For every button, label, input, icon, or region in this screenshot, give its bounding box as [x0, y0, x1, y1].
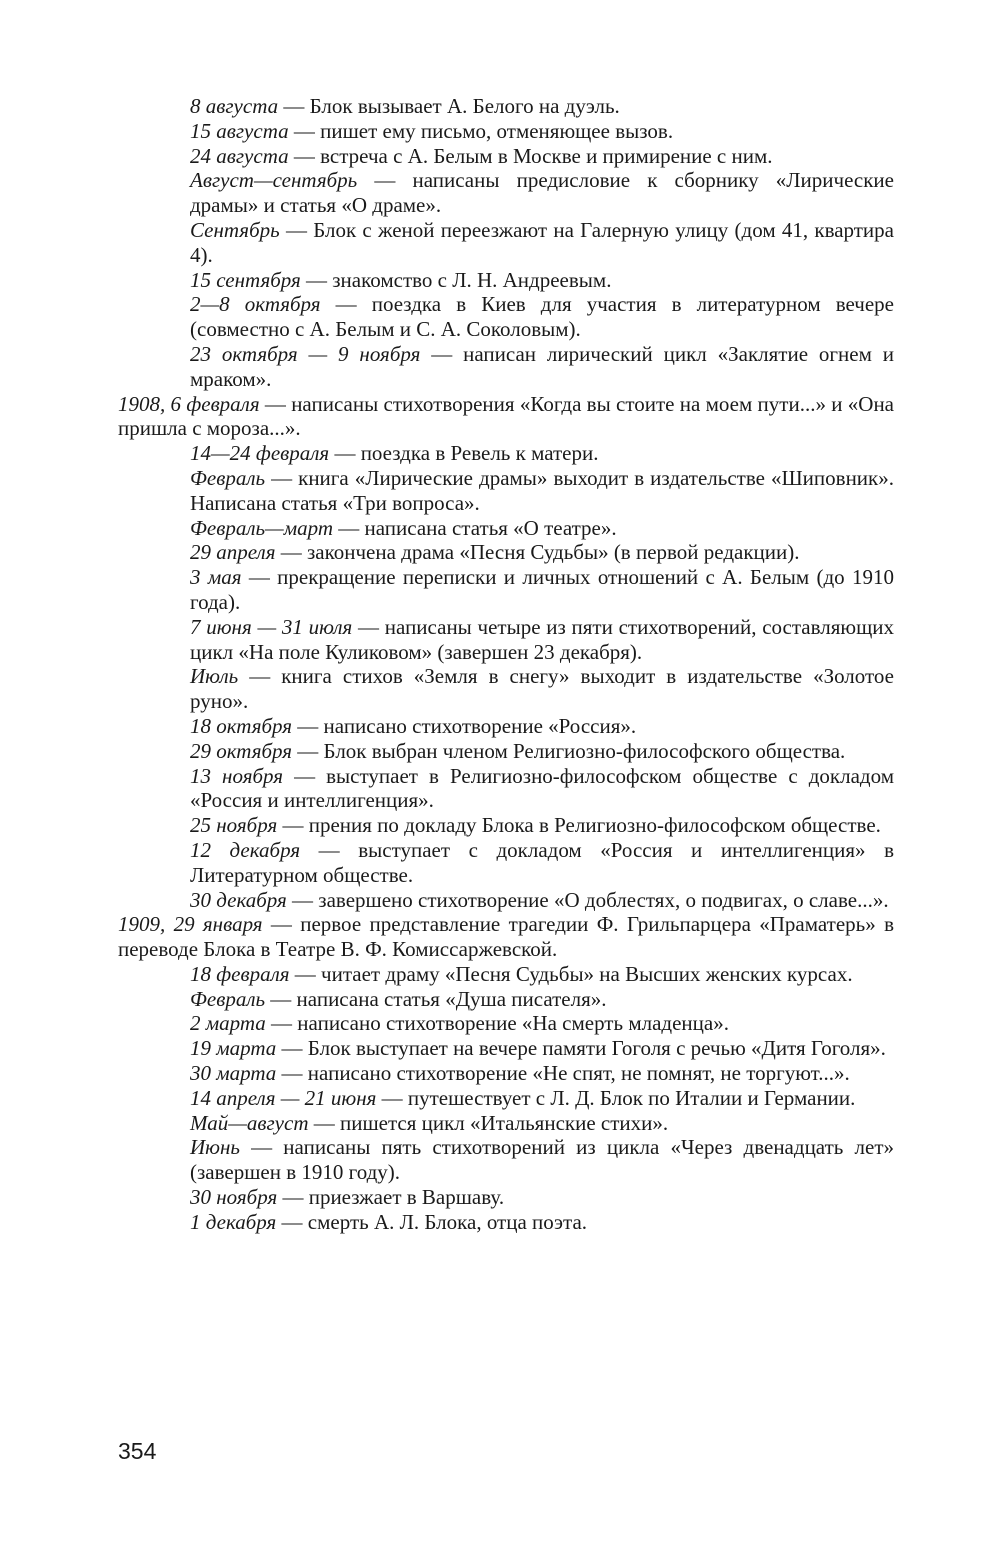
entry-date: 8 августа: [190, 94, 279, 118]
entry-text: — поездка в Киев для участия в литературном вечере (совместно с А. Белым и С. А. Соколовым).: [190, 292, 894, 342]
entry-text: — поездка в Ревель к матери.: [329, 441, 599, 466]
chronology-entry: [118, 516, 894, 541]
entry-text: — написаны четыре из пяти стихотворений, составляющих цикл «На поле Куликовом» (завершен 23 декабря).: [190, 614, 894, 664]
entry-text: — написана статья «О театре».: [333, 515, 617, 540]
chronology-year-entry: [118, 392, 894, 442]
entry-date: 24 августа: [190, 143, 289, 168]
entry-text: — путешествует с Л. Д. Блок по Италии и Германии.: [376, 1085, 856, 1110]
entry-date: Февраль—март: [190, 515, 334, 540]
chronology-entry: [118, 838, 894, 888]
entry-date: 25 ноября: [190, 813, 278, 838]
entry-date: 30 марта: [190, 1061, 277, 1086]
entry-text: — написано стихотворение «Не спят, не помнят, не торгуют...».: [276, 1061, 850, 1086]
entry-text: — выступает с докладом «Россия и интеллигенция» в Литературном обществе.: [190, 837, 895, 887]
chronology-entry: [118, 342, 894, 392]
chronology-entry: [118, 1210, 894, 1235]
chronology-entry: [118, 565, 894, 615]
entry-text: — Блок выступает на вечере памяти Гоголя с речью «Дитя Гоголя».: [276, 1036, 886, 1061]
entry-text: — написан лирический цикл «Заклятие огнем и мраком».: [190, 341, 894, 391]
entry-text: — прения по докладу Блока в Религиозно-философском обществе.: [277, 813, 881, 838]
entry-date: 30 ноября: [190, 1185, 278, 1210]
entry-date: Июнь: [190, 1135, 240, 1160]
entry-text: — завершено стихотворение «О доблестях, о подвигах, о славе...».: [286, 887, 889, 912]
entry-date: 23 октября — 9 ноября: [190, 341, 421, 366]
chronology-entry: [118, 466, 894, 516]
entry-date: 1 декабря: [190, 1209, 277, 1234]
entry-date: 2—8 октября: [190, 292, 321, 317]
entry-date: 18 февраля: [190, 961, 290, 986]
entry-date: 18 октября: [190, 713, 293, 738]
chronology-entry: [118, 441, 894, 466]
entry-text: — написано стихотворение «На смерть младенца».: [265, 1011, 729, 1036]
chronology-entry: [118, 218, 894, 268]
entry-text: — написаны предисловие к сборнику «Лирические драмы» и статья «О драме».: [190, 168, 894, 218]
entry-date: 1909, 29 января: [118, 912, 263, 937]
entry-text: — написано стихотворение «Россия».: [292, 713, 637, 738]
chronology-text: [118, 94, 894, 1235]
chronology-entry: [118, 1111, 894, 1136]
entry-date: 14 апреля — 21 июня: [190, 1085, 377, 1110]
chronology-entry: [118, 739, 894, 764]
chronology-entry: [118, 1086, 894, 1111]
chronology-entry: [118, 119, 894, 144]
entry-text: — встреча с А. Белым в Москве и примирение с ним.: [288, 143, 773, 168]
entry-date: 29 октября: [190, 738, 293, 763]
entry-date: 19 марта: [190, 1036, 277, 1061]
entry-text: — приезжает в Варшаву.: [277, 1185, 505, 1210]
chronology-entry: [118, 94, 894, 119]
chronology-entry: [118, 168, 894, 218]
entry-text: — закончена драма «Песня Судьбы» (в первой редакции).: [275, 540, 800, 565]
chronology-entry: [118, 987, 894, 1012]
entry-date: 13 ноября: [190, 763, 284, 788]
entry-date: Февраль: [190, 465, 266, 490]
entry-text: — прекращение переписки и личных отношений с А. Белым (до 1910 года).: [190, 565, 894, 614]
chronology-entry: [118, 1036, 894, 1061]
entry-text: — смерть А. Л. Блока, отца поэта.: [276, 1209, 588, 1234]
chronology-entry: [118, 1135, 894, 1185]
chronology-entry: [118, 962, 894, 987]
entry-text: — написана статья «Душа писателя».: [265, 986, 607, 1011]
entry-date: 1908, 6 февраля: [118, 391, 260, 416]
entry-date: 14—24 февраля: [190, 441, 330, 466]
entry-date: 15 августа: [190, 118, 289, 143]
entry-text: — читает драму «Песня Судьбы» на Высших женских курсах.: [289, 961, 853, 986]
entry-date: Август—сентябрь: [190, 168, 358, 193]
entry-text: — Блок вызывает А. Белого на дуэль.: [278, 94, 620, 118]
entry-text: — выступает в Религиозно-философском обществе с докладом «Россия и интеллигенция».: [190, 763, 894, 813]
chronology-entry: [118, 764, 894, 814]
chronology-entry: [118, 1185, 894, 1210]
entry-text: — первое представление трагедии Ф. Грильпарцера «Праматерь» в переводе Блока в Театре В. Ф. Комиссаржевской.: [118, 912, 894, 962]
page-number: 354: [118, 1438, 157, 1464]
chronology-entry: [118, 714, 894, 739]
chronology-entry: [118, 292, 894, 342]
entry-date: 2 марта: [190, 1011, 266, 1036]
entry-text: — написаны пять стихотворений из цикла «Через двенадцать лет» (завершен в 1910 году).: [190, 1135, 894, 1185]
entry-text: — Блок с женой переезжают на Галерную улицу (дом 41, квартира 4).: [190, 217, 894, 267]
entry-date: Май—август: [190, 1110, 309, 1135]
chronology-year-entry: [118, 912, 894, 962]
chronology-entry: [118, 1061, 894, 1086]
entry-date: Февраль: [190, 986, 266, 1011]
entry-date: Сентябрь: [190, 217, 280, 242]
entry-text: — пишется цикл «Итальянские стихи».: [308, 1110, 669, 1135]
entry-date: 7 июня — 31 июля: [190, 614, 353, 639]
entry-date: 12 декабря: [190, 837, 301, 862]
entry-text: — книга стихов «Земля в снегу» выходит в издательстве «Золотое руно».: [190, 664, 894, 714]
chronology-entry: [118, 813, 894, 838]
entry-text: — книга «Лирические драмы» выходит в издательстве «Шиповник». Написана статья «Три вопроса».: [190, 465, 894, 515]
entry-date: Июль: [190, 664, 239, 689]
entry-date: 29 апреля: [190, 540, 276, 565]
chronology-entry: [118, 268, 894, 293]
entry-date: 30 декабря: [190, 887, 287, 912]
entry-date: 3 мая: [190, 565, 242, 590]
chronology-entry: [118, 1011, 894, 1036]
entry-text: — знакомство с Л. Н. Андреевым.: [300, 267, 612, 292]
chronology-entry: [118, 888, 894, 913]
chronology-entry: [118, 144, 894, 169]
entry-text: — Блок выбран членом Религиозно-философского общества.: [292, 738, 846, 763]
chronology-entry: [118, 615, 894, 665]
entry-text: — пишет ему письмо, отменяющее вызов.: [288, 118, 674, 143]
entry-date: 15 сентября: [190, 267, 301, 292]
chronology-entry: [118, 540, 894, 565]
chronology-entry: [118, 664, 894, 714]
entry-text: — написаны стихотворения «Когда вы стоите на моем пути...» и «Она пришла с мороза...».: [118, 391, 895, 441]
